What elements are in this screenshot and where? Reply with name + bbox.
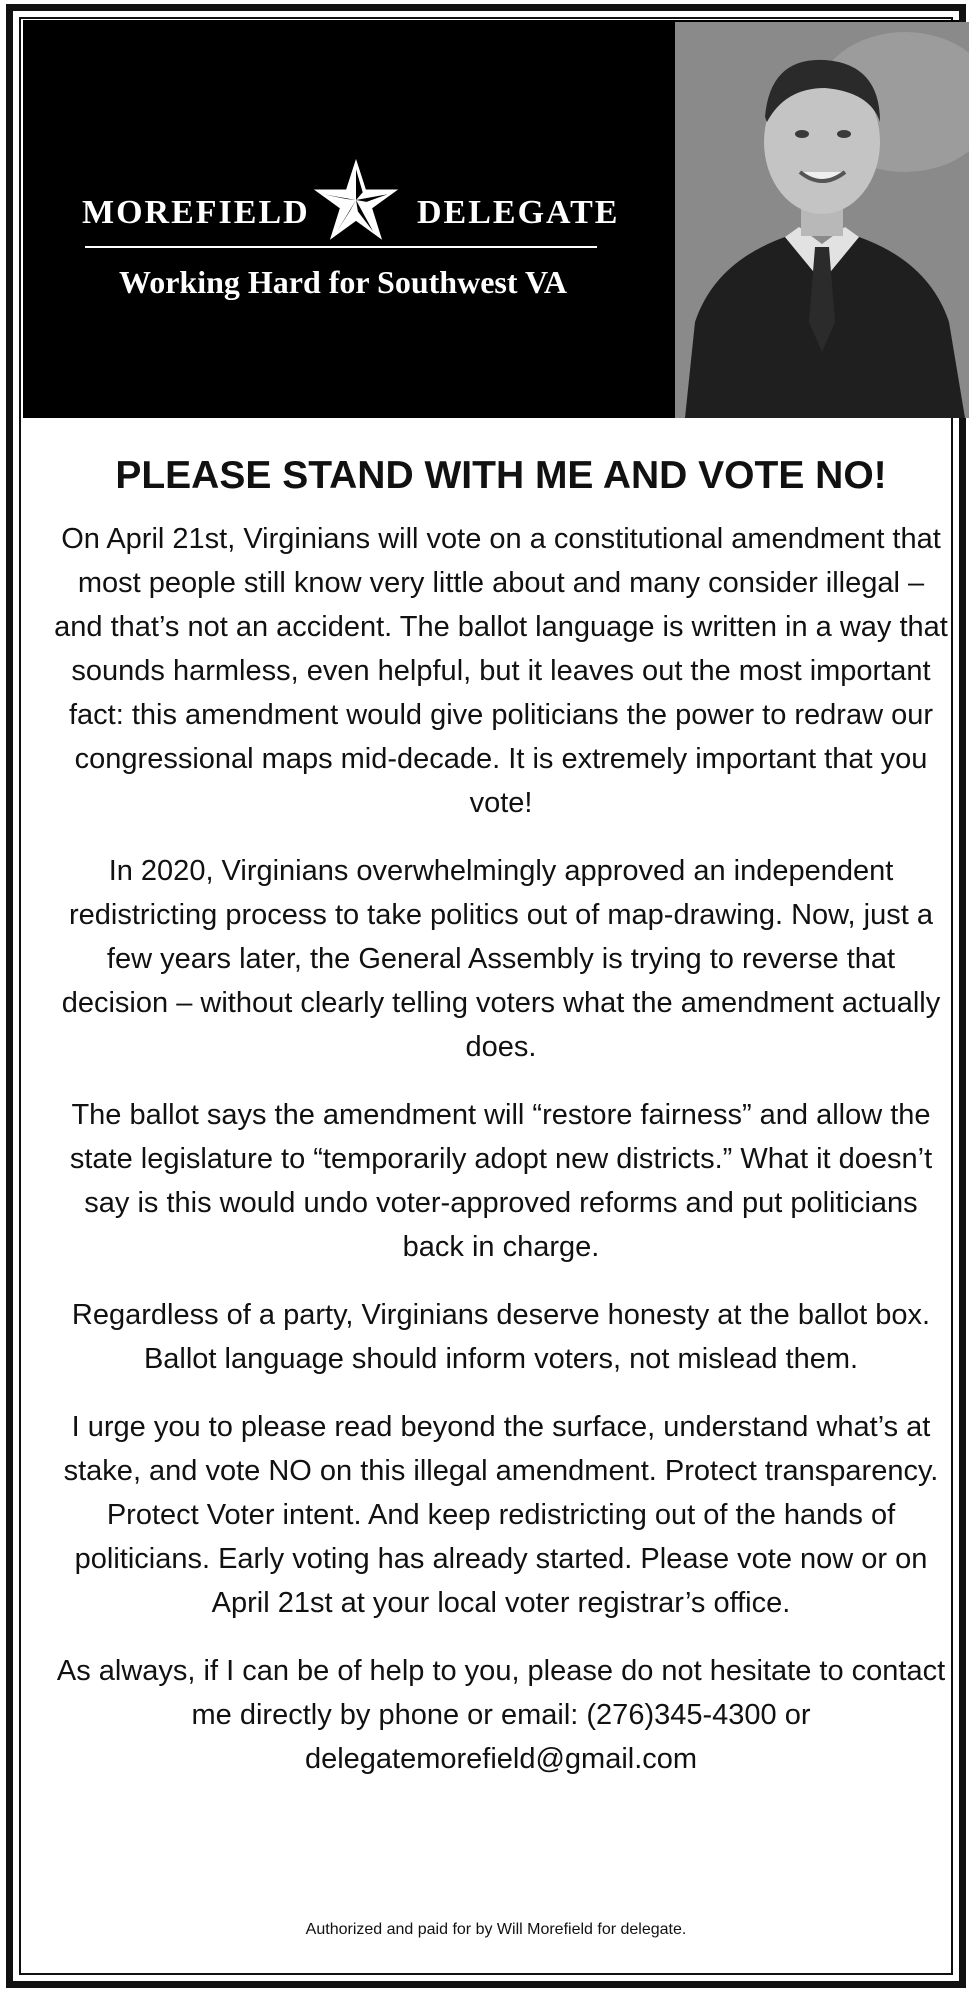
brand-logo (63, 120, 623, 320)
paragraph-ballot-language: The ballot says the amendment will “restore fairness” and allow the state legislature to “temporarily adopt new districts.” What it doesn’t say is this would undo voter-approved reforms and put politicians back in charge. (69, 1099, 933, 1263)
brand-name-right: DELEGATE (417, 194, 620, 231)
paragraph-contact: As always, if I can be of help to you, please do not hesitate to contact me directly by phone or email: (276)345-4300 or delegatemorefield@gmail.com (56, 1655, 946, 1775)
tagline: Working Hard for Southwest VA (118, 264, 568, 300)
disclaimer: Authorized and paid for by Will Morefield for delegate. (305, 1921, 687, 1938)
brand-divider (85, 246, 597, 248)
paragraph-honesty: Regardless of a party, Virginians deserve honesty at the ballot box. Ballot language should inform voters, not mislead them. (71, 1299, 931, 1375)
headline: PLEASE STAND WITH ME AND VOTE NO! (115, 454, 887, 497)
star-icon (308, 152, 404, 248)
candidate-photo (675, 22, 969, 418)
ad-body (43, 421, 959, 1781)
paragraph-history: In 2020, Virginians overwhelmingly approved an independent redistricting process to take politics out of map-drawing. Now, just a few years later, the General Assembly is trying to reverse that decision – without clearly telling voters what the amendment actually does. (61, 855, 941, 1063)
ad-frame (6, 4, 966, 1988)
header-banner (23, 20, 959, 418)
paragraph-intro: On April 21st, Virginians will vote on a constitutional amendment that most people still know very little about and many consider illegal – and that’s not an accident. The ballot language is written in a way that sounds harmless, even helpful, but it leaves out the most important fact: this amendment would give politicians the power to redraw our congressional maps mid-decade. It is extremely important that you vote! (54, 523, 948, 819)
portrait-icon (675, 22, 969, 418)
brand-row (63, 152, 623, 252)
brand-name-left: MOREFIELD (82, 194, 310, 231)
paragraph-call-to-action: I urge you to please read beyond the surface, understand what’s at stake, and vote NO on this illegal amendment. Protect transparency. Protect Voter intent. And keep redistricting out of the hands of politicians. Early voting has already started. Please vote now or on April 21st at your local voter registrar’s office. (63, 1411, 939, 1619)
